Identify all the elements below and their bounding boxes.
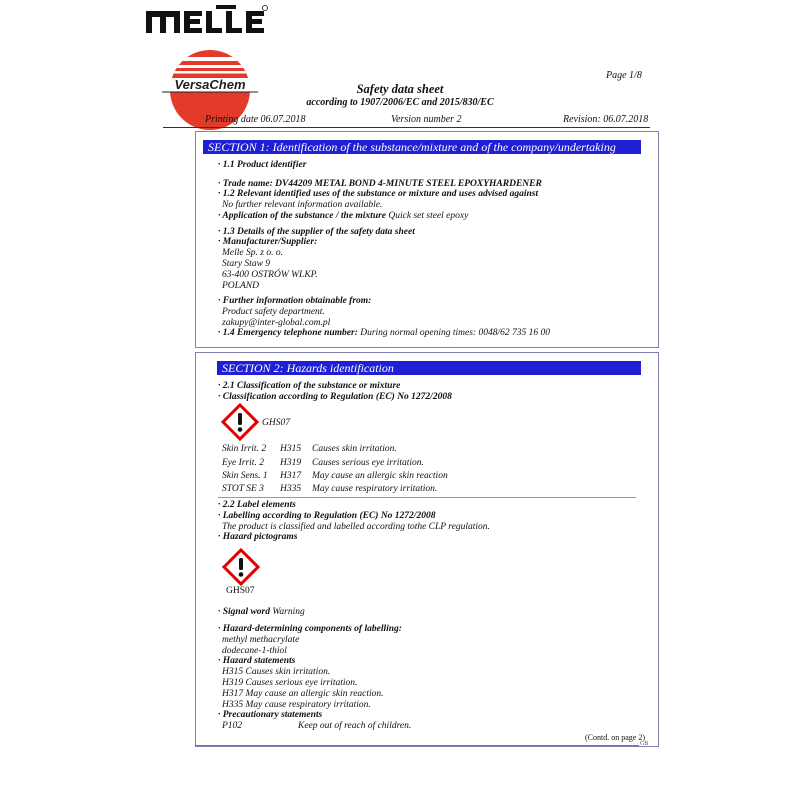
versachem-wordmark: VersaChem xyxy=(174,77,246,92)
product-identifier-heading xyxy=(218,160,306,171)
labelling-label: · Labelling according to Regulation (EC) No 1272/2008 xyxy=(218,511,436,521)
document-title: Safety data sheet xyxy=(356,82,444,96)
classification-label: · 2.1 Classification of the substance or mixture xyxy=(218,381,401,391)
address-line: Melle Sp. z o. o. xyxy=(222,248,283,258)
header-rule xyxy=(163,127,650,128)
pictogram-code: GHS07 xyxy=(226,586,255,596)
signal-word-label: · Signal word xyxy=(218,607,271,617)
hazard-row xyxy=(222,484,437,494)
emergency-value: During normal opening times: 0048/62 735 16 00 xyxy=(360,328,550,338)
signal-word-value: Warning xyxy=(272,607,305,617)
versachem-logo xyxy=(160,40,260,140)
revision-date: Revision: 06.07.2018 xyxy=(563,114,649,125)
emergency-label: · 1.4 Emergency telephone number: xyxy=(218,328,358,338)
application-line xyxy=(218,211,468,222)
labelling-value: The product is classified and labelled according tothe CLP regulation. xyxy=(222,522,490,532)
footer-rule xyxy=(195,745,639,746)
trade-name-label: · Trade name: xyxy=(218,179,273,189)
hazard-row xyxy=(222,444,397,454)
versachem-logo-graphic xyxy=(160,40,260,140)
manufacturer-heading xyxy=(218,237,317,248)
application-value: Quick set steel epoxy xyxy=(388,211,469,221)
application-label: · Application of the substance / the mixture xyxy=(218,211,387,221)
address-line: Stary Staw 9 xyxy=(222,259,271,269)
hazard-text: May cause respiratory irritation. xyxy=(312,484,438,494)
supplier-details-label: · 1.3 Details of the supplier of the safety data sheet xyxy=(218,227,415,237)
page-number: Page 1/8 xyxy=(606,70,642,81)
further-info-line: Product safety department. xyxy=(222,307,325,317)
melle-logo xyxy=(146,5,270,37)
regulation-label: · Classification according to Regulation (EC) No 1272/2008 xyxy=(218,392,452,402)
hazard-row xyxy=(222,471,448,481)
address-line: POLAND xyxy=(222,281,259,291)
precautionary-text: Keep out of reach of children. xyxy=(298,721,412,731)
labelling-heading xyxy=(218,511,435,522)
exclamation-hazard-icon xyxy=(222,548,260,586)
uses-label: · 1.2 Relevant identified uses of the substance or mixture and uses advised against xyxy=(218,189,539,199)
label-elements-heading xyxy=(218,500,296,511)
hazard-code: H315 xyxy=(280,444,302,454)
ghs07-pictogram-small xyxy=(221,403,259,441)
manufacturer-label: · Manufacturer/Supplier: xyxy=(218,237,318,247)
precautionary-row xyxy=(222,721,411,732)
uses-value: No further relevant information available. xyxy=(222,200,383,210)
contact-email[interactable]: zakupy@inter-global.com.pl xyxy=(222,318,331,328)
hazard-statement: H335 May cause respiratory irritation. xyxy=(222,700,371,710)
components-heading xyxy=(218,624,402,635)
section-1-title: SECTION 1: Identification of the substance/mixture and of the company/undertaking xyxy=(203,140,641,154)
continued-note: (Contd. on page 2) xyxy=(585,733,645,742)
signal-word-line xyxy=(218,607,305,618)
hazard-class: STOT SE 3 xyxy=(222,484,264,494)
hazard-statement: H317 May cause an allergic skin reaction. xyxy=(222,689,384,699)
hazard-code: H317 xyxy=(280,471,302,481)
further-info-heading xyxy=(218,296,371,307)
hazard-class: Skin Irrit. 2 xyxy=(222,444,267,454)
section-2-title: SECTION 2: Hazards identification xyxy=(217,361,641,375)
ghs-code: GHS07 xyxy=(262,418,290,428)
hazard-text: Causes skin irritation. xyxy=(312,444,397,454)
section-2-divider xyxy=(218,497,636,498)
further-info-label: · Further information obtainable from: xyxy=(218,296,372,306)
exclamation-hazard-icon xyxy=(221,403,259,441)
classification-heading xyxy=(218,381,400,392)
hazard-row xyxy=(222,458,424,468)
uses-heading xyxy=(218,189,538,200)
component-item: dodecane-1-thiol xyxy=(222,646,287,656)
hazard-statements-label: · Hazard statements xyxy=(218,656,296,666)
components-label: · Hazard-determining components of labelling: xyxy=(218,624,402,634)
precautionary-label: · Precautionary statements xyxy=(218,710,323,720)
label-elements-label: · 2.2 Label elements xyxy=(218,500,296,510)
hazard-statements-heading xyxy=(218,656,295,667)
hazard-text: Causes serious eye irritation. xyxy=(312,458,424,468)
document-subtitle: according to 1907/2006/EC and 2015/830/EC xyxy=(306,97,494,108)
printing-date: Printing date 06.07.2018 xyxy=(205,114,306,125)
hazard-statement: H319 Causes serious eye irritation. xyxy=(222,678,358,688)
emergency-line xyxy=(218,328,550,339)
trade-name-value: DV44209 METAL BOND 4-MINUTE STEEL EPOXYHARDENER xyxy=(275,179,542,189)
ghs07-pictogram xyxy=(222,548,260,586)
hazard-statement: H315 Causes skin irritation. xyxy=(222,667,331,677)
hazard-code: H319 xyxy=(280,458,302,468)
hazard-text: May cause an allergic skin reaction xyxy=(312,471,448,481)
melle-logo-graphic xyxy=(146,5,270,37)
pictograms-heading xyxy=(218,532,297,543)
hazard-class: Eye Irrit. 2 xyxy=(222,458,264,468)
precautionary-code: P102 xyxy=(222,721,243,731)
hazard-class: Skin Sens. 1 xyxy=(222,471,268,481)
language-code: GB xyxy=(640,741,649,747)
product-identifier-label: · 1.1 Product identifier xyxy=(218,160,307,170)
version-number: Version number 2 xyxy=(391,114,462,125)
precautionary-heading xyxy=(218,710,322,721)
regulation-heading xyxy=(218,392,452,403)
address-line: 63-400 OSTRÓW WLKP. xyxy=(222,270,318,280)
pictograms-label: · Hazard pictograms xyxy=(218,532,298,542)
component-item: methyl methacrylate xyxy=(222,635,300,645)
hazard-code: H335 xyxy=(280,484,302,494)
